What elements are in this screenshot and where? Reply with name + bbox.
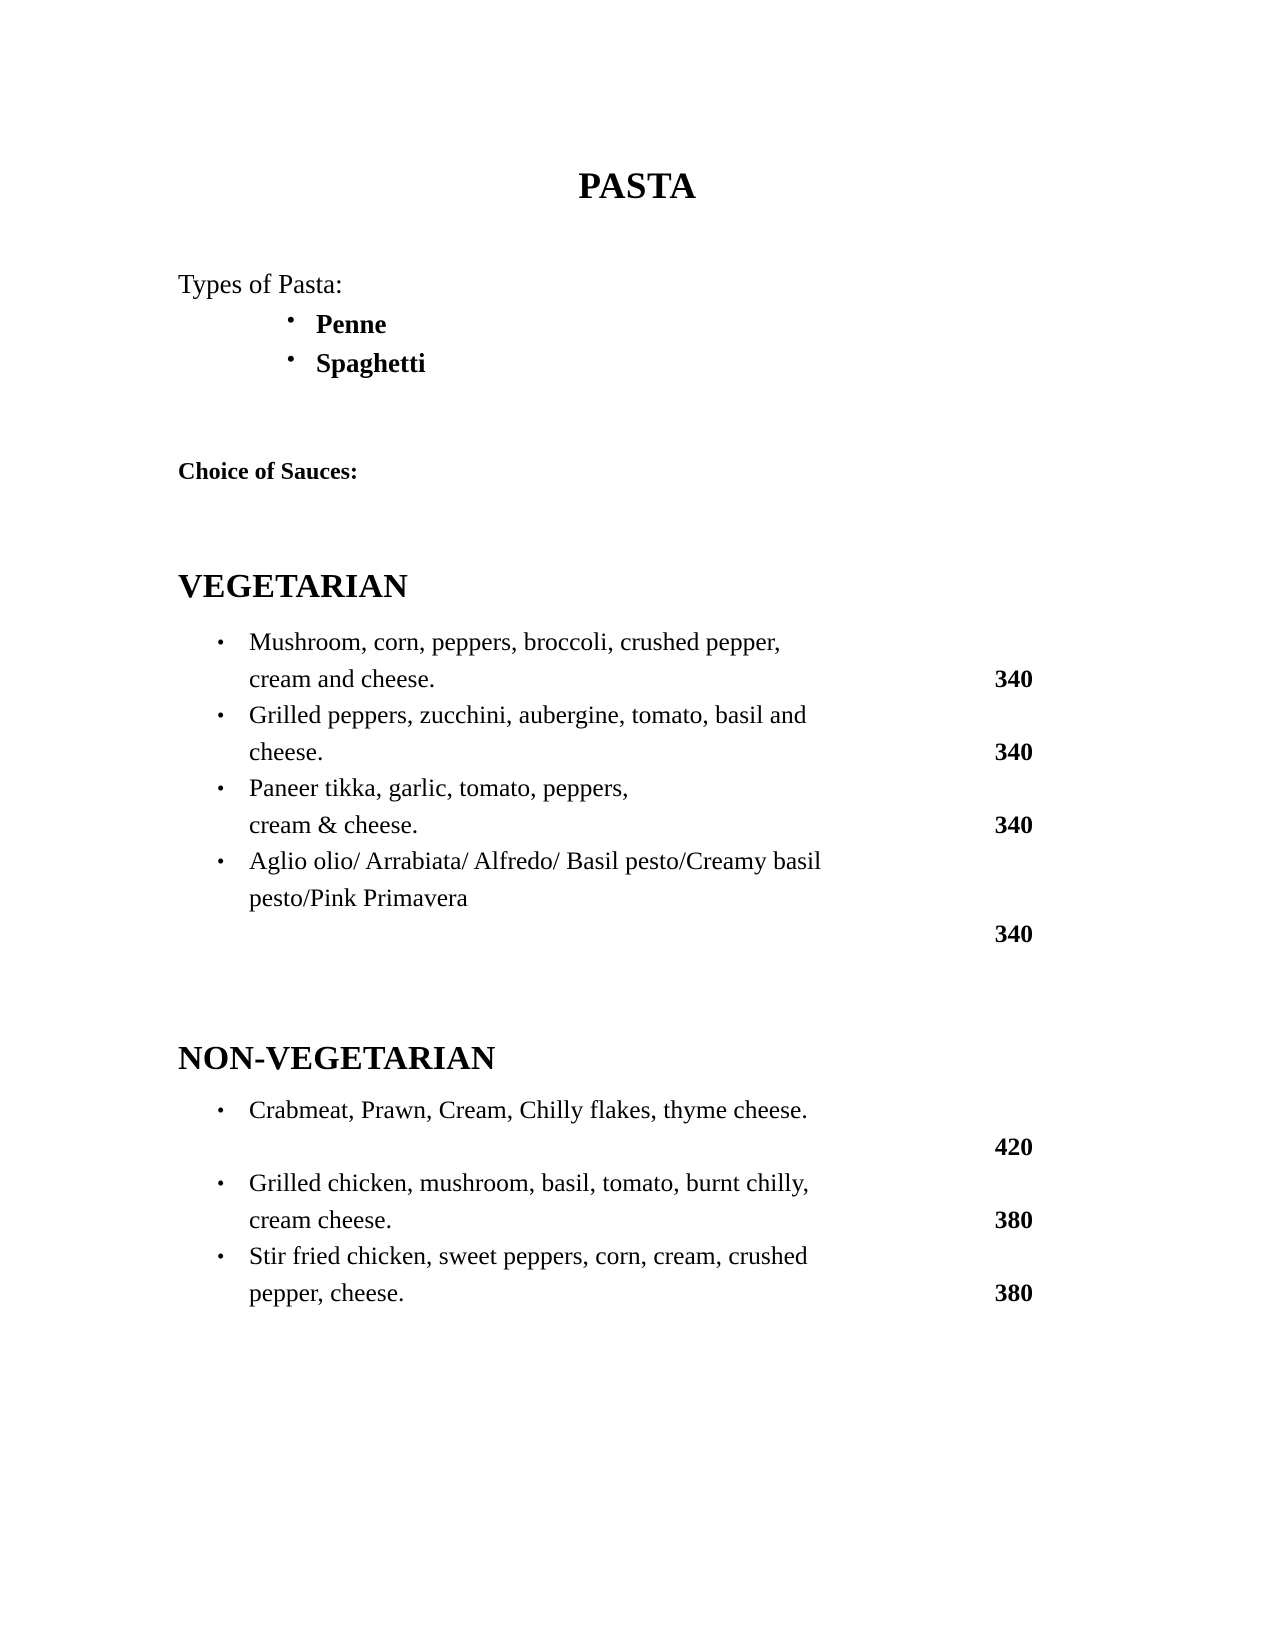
menu-item-description-line: cheese.	[249, 736, 324, 766]
non-vegetarian-items-list	[205, 1092, 1033, 1311]
menu-item-body	[249, 843, 1033, 953]
pasta-type-item	[283, 344, 426, 383]
menu-item-description-line: • Paneer tikka, garlic, tomato, peppers,	[249, 773, 629, 802]
pasta-type-label: Spaghetti	[316, 348, 426, 379]
pasta-type-item	[283, 305, 426, 344]
vegetarian-items-list	[205, 624, 1033, 953]
section-heading-non-vegetarian: NON-VEGETARIAN	[178, 1040, 496, 1078]
menu-item-body	[249, 624, 1033, 697]
menu-item-description-line: cream cheese.	[249, 1204, 392, 1234]
menu-item-body	[249, 1165, 1033, 1238]
menu-item-price: 420	[994, 1131, 1033, 1161]
menu-item-description-line: • Mushroom, corn, peppers, broccoli, crushed pepper,	[249, 627, 781, 656]
menu-item-body	[249, 1238, 1033, 1311]
menu-item-description-line: • Stir fried chicken, sweet peppers, corn, cream, crushed	[249, 1241, 808, 1270]
menu-item	[205, 770, 1033, 843]
section-heading-vegetarian: VEGETARIAN	[178, 568, 408, 606]
menu-item	[205, 1092, 1033, 1165]
menu-item-body	[249, 697, 1033, 770]
menu-item-body	[249, 1092, 1033, 1165]
menu-item-description-line: • Grilled peppers, zucchini, aubergine, tomato, basil and	[249, 700, 807, 729]
menu-item	[205, 1238, 1033, 1311]
page-title: PASTA	[578, 165, 697, 207]
menu-item	[205, 1165, 1033, 1238]
menu-item	[205, 843, 1033, 953]
menu-item-price: 380	[994, 1204, 1033, 1234]
menu-item-price: 340	[994, 809, 1033, 839]
choice-of-sauces-heading: Choice of Sauces:	[178, 459, 358, 485]
menu-item	[205, 697, 1033, 770]
menu-item-description-line: pepper, cheese.	[249, 1277, 405, 1307]
menu-item-description-line: cream & cheese.	[249, 809, 419, 839]
types-of-pasta-label: Types of Pasta:	[178, 269, 343, 299]
menu-item-description-line: pesto/Pink Primavera	[249, 882, 468, 912]
menu-item-price: 340	[994, 736, 1033, 766]
menu-item-price: 340	[994, 663, 1033, 693]
menu-item-description-line: • Crabmeat, Prawn, Cream, Chilly flakes, thyme cheese.	[249, 1095, 808, 1124]
menu-item-description-line: cream and cheese.	[249, 663, 436, 693]
menu-item-price: 380	[994, 1277, 1033, 1307]
menu-item-description-line: • Aglio olio/ Arrabiata/ Alfredo/ Basil pesto/Creamy basil	[249, 846, 822, 875]
layout-spacer	[249, 916, 1033, 953]
menu-item	[205, 624, 1033, 697]
pasta-type-label: Penne	[316, 309, 387, 339]
layout-spacer	[249, 1129, 1033, 1166]
menu-item-description-line: • Grilled chicken, mushroom, basil, tomato, burnt chilly,	[249, 1168, 809, 1197]
menu-item-price: 340	[994, 919, 1033, 948]
pasta-types-list	[283, 305, 426, 383]
menu-item-body	[249, 770, 1033, 843]
